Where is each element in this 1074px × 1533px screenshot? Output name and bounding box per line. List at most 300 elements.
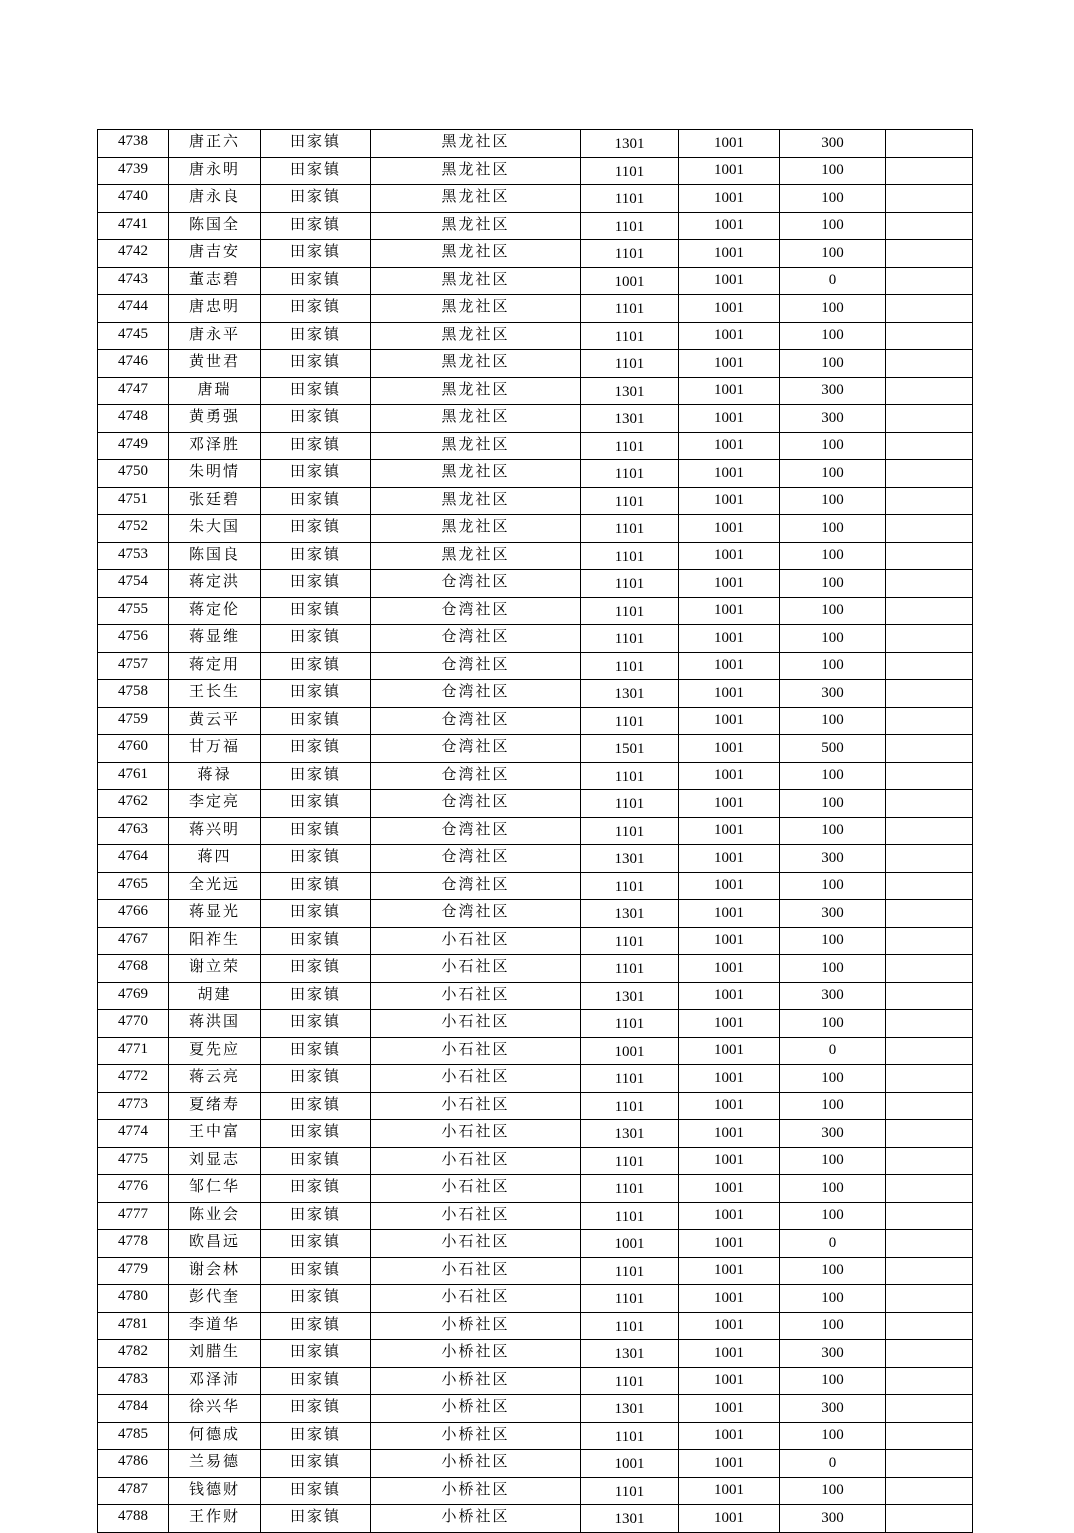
community-cell: 仓湾社区	[371, 762, 581, 790]
note-cell	[886, 625, 973, 653]
code-cell: 1301	[581, 680, 679, 708]
type-cell: 1001	[679, 1202, 780, 1230]
town-cell: 田家镇	[261, 1367, 371, 1395]
community-cell: 小桥社区	[371, 1340, 581, 1368]
amount-cell: 100	[780, 212, 886, 240]
type-cell: 1001	[679, 817, 780, 845]
amount-cell: 100	[780, 542, 886, 570]
type-cell: 1001	[679, 982, 780, 1010]
type-cell: 1001	[679, 1120, 780, 1148]
name-cell: 王长生	[169, 680, 261, 708]
town-cell: 田家镇	[261, 982, 371, 1010]
amount-cell: 300	[780, 982, 886, 1010]
amount-cell: 100	[780, 652, 886, 680]
community-cell: 仓湾社区	[371, 597, 581, 625]
table-row	[98, 625, 973, 653]
community-cell: 黑龙社区	[371, 542, 581, 570]
amount-cell: 100	[780, 1065, 886, 1093]
note-cell	[886, 597, 973, 625]
row-number-cell: 4740	[98, 185, 169, 213]
community-cell: 黑龙社区	[371, 157, 581, 185]
town-cell: 田家镇	[261, 295, 371, 323]
town-cell: 田家镇	[261, 240, 371, 268]
table-row	[98, 1120, 973, 1148]
type-cell: 1001	[679, 570, 780, 598]
amount-cell: 300	[780, 845, 886, 873]
row-number-cell: 4765	[98, 872, 169, 900]
row-number-cell: 4778	[98, 1230, 169, 1258]
code-cell: 1101	[581, 652, 679, 680]
town-cell: 田家镇	[261, 405, 371, 433]
town-cell: 田家镇	[261, 817, 371, 845]
table-row	[98, 322, 973, 350]
type-cell: 1001	[679, 735, 780, 763]
table-row	[98, 212, 973, 240]
name-cell: 蒋显维	[169, 625, 261, 653]
row-number-cell: 4752	[98, 515, 169, 543]
row-number-cell: 4761	[98, 762, 169, 790]
row-number-cell: 4754	[98, 570, 169, 598]
name-cell: 蒋定伦	[169, 597, 261, 625]
note-cell	[886, 240, 973, 268]
row-number-cell: 4743	[98, 267, 169, 295]
town-cell: 田家镇	[261, 570, 371, 598]
amount-cell: 100	[780, 570, 886, 598]
name-cell: 蒋定洪	[169, 570, 261, 598]
code-cell: 1101	[581, 817, 679, 845]
town-cell: 田家镇	[261, 900, 371, 928]
table-row	[98, 1477, 973, 1505]
type-cell: 1001	[679, 652, 780, 680]
town-cell: 田家镇	[261, 652, 371, 680]
community-cell: 黑龙社区	[371, 515, 581, 543]
note-cell	[886, 1312, 973, 1340]
amount-cell: 100	[780, 157, 886, 185]
table-row	[98, 1395, 973, 1423]
amount-cell: 100	[780, 1477, 886, 1505]
note-cell	[886, 1505, 973, 1533]
type-cell: 1001	[679, 680, 780, 708]
table-row	[98, 597, 973, 625]
note-cell	[886, 1340, 973, 1368]
name-cell: 唐瑞	[169, 377, 261, 405]
note-cell	[886, 735, 973, 763]
type-cell: 1001	[679, 460, 780, 488]
row-number-cell: 4779	[98, 1257, 169, 1285]
row-number-cell: 4773	[98, 1092, 169, 1120]
town-cell: 田家镇	[261, 790, 371, 818]
code-cell: 1101	[581, 350, 679, 378]
town-cell: 田家镇	[261, 625, 371, 653]
table-row	[98, 1202, 973, 1230]
row-number-cell: 4784	[98, 1395, 169, 1423]
type-cell: 1001	[679, 900, 780, 928]
row-number-cell: 4766	[98, 900, 169, 928]
amount-cell: 100	[780, 955, 886, 983]
table-row	[98, 157, 973, 185]
note-cell	[886, 1092, 973, 1120]
table-row	[98, 927, 973, 955]
table-row	[98, 185, 973, 213]
community-cell: 小石社区	[371, 1092, 581, 1120]
note-cell	[886, 432, 973, 460]
note-cell	[886, 982, 973, 1010]
code-cell: 1001	[581, 1037, 679, 1065]
name-cell: 蒋云亮	[169, 1065, 261, 1093]
amount-cell: 0	[780, 1037, 886, 1065]
name-cell: 胡建	[169, 982, 261, 1010]
code-cell: 1101	[581, 1367, 679, 1395]
name-cell: 陈国良	[169, 542, 261, 570]
code-cell: 1101	[581, 1065, 679, 1093]
table-row	[98, 515, 973, 543]
community-cell: 黑龙社区	[371, 487, 581, 515]
amount-cell: 100	[780, 1422, 886, 1450]
code-cell: 1101	[581, 487, 679, 515]
code-cell: 1001	[581, 1230, 679, 1258]
name-cell: 邓泽胜	[169, 432, 261, 460]
amount-cell: 100	[780, 322, 886, 350]
table-row	[98, 872, 973, 900]
code-cell: 1301	[581, 130, 679, 158]
type-cell: 1001	[679, 927, 780, 955]
code-cell: 1001	[581, 267, 679, 295]
amount-cell: 100	[780, 185, 886, 213]
row-number-cell: 4760	[98, 735, 169, 763]
table-row	[98, 1230, 973, 1258]
name-cell: 王中富	[169, 1120, 261, 1148]
amount-cell: 100	[780, 872, 886, 900]
type-cell: 1001	[679, 185, 780, 213]
table-row	[98, 1367, 973, 1395]
name-cell: 蒋定用	[169, 652, 261, 680]
type-cell: 1001	[679, 322, 780, 350]
note-cell	[886, 680, 973, 708]
table-row	[98, 1422, 973, 1450]
community-cell: 小石社区	[371, 1285, 581, 1313]
note-cell	[886, 487, 973, 515]
note-cell	[886, 1010, 973, 1038]
type-cell: 1001	[679, 1367, 780, 1395]
type-cell: 1001	[679, 432, 780, 460]
name-cell: 何德成	[169, 1422, 261, 1450]
amount-cell: 300	[780, 405, 886, 433]
town-cell: 田家镇	[261, 185, 371, 213]
note-cell	[886, 900, 973, 928]
table-row	[98, 982, 973, 1010]
note-cell	[886, 817, 973, 845]
row-number-cell: 4745	[98, 322, 169, 350]
town-cell: 田家镇	[261, 432, 371, 460]
name-cell: 唐正六	[169, 130, 261, 158]
town-cell: 田家镇	[261, 1037, 371, 1065]
community-cell: 仓湾社区	[371, 872, 581, 900]
name-cell: 阳祚生	[169, 927, 261, 955]
name-cell: 黄世君	[169, 350, 261, 378]
town-cell: 田家镇	[261, 597, 371, 625]
community-cell: 仓湾社区	[371, 570, 581, 598]
table-row	[98, 1092, 973, 1120]
type-cell: 1001	[679, 405, 780, 433]
code-cell: 1101	[581, 597, 679, 625]
town-cell: 田家镇	[261, 267, 371, 295]
type-cell: 1001	[679, 1450, 780, 1478]
type-cell: 1001	[679, 1477, 780, 1505]
name-cell: 朱大国	[169, 515, 261, 543]
table-row	[98, 900, 973, 928]
town-cell: 田家镇	[261, 487, 371, 515]
community-cell: 黑龙社区	[371, 432, 581, 460]
note-cell	[886, 872, 973, 900]
type-cell: 1001	[679, 1395, 780, 1423]
town-cell: 田家镇	[261, 707, 371, 735]
name-cell: 张廷碧	[169, 487, 261, 515]
row-number-cell: 4749	[98, 432, 169, 460]
type-cell: 1001	[679, 1230, 780, 1258]
table-row	[98, 487, 973, 515]
note-cell	[886, 1065, 973, 1093]
code-cell: 1301	[581, 377, 679, 405]
community-cell: 黑龙社区	[371, 322, 581, 350]
community-cell: 黑龙社区	[371, 377, 581, 405]
name-cell: 钱德财	[169, 1477, 261, 1505]
amount-cell: 300	[780, 1505, 886, 1533]
name-cell: 徐兴华	[169, 1395, 261, 1423]
row-number-cell: 4762	[98, 790, 169, 818]
town-cell: 田家镇	[261, 377, 371, 405]
table-row	[98, 460, 973, 488]
code-cell: 1101	[581, 790, 679, 818]
type-cell: 1001	[679, 790, 780, 818]
name-cell: 刘腊生	[169, 1340, 261, 1368]
community-cell: 黑龙社区	[371, 267, 581, 295]
type-cell: 1001	[679, 762, 780, 790]
table-row	[98, 1147, 973, 1175]
code-cell: 1101	[581, 185, 679, 213]
type-cell: 1001	[679, 1312, 780, 1340]
row-number-cell: 4742	[98, 240, 169, 268]
community-cell: 黑龙社区	[371, 405, 581, 433]
community-cell: 仓湾社区	[371, 845, 581, 873]
town-cell: 田家镇	[261, 955, 371, 983]
type-cell: 1001	[679, 1175, 780, 1203]
name-cell: 全光远	[169, 872, 261, 900]
code-cell: 1301	[581, 845, 679, 873]
amount-cell: 300	[780, 1340, 886, 1368]
town-cell: 田家镇	[261, 515, 371, 543]
document-page	[97, 129, 972, 1533]
community-cell: 仓湾社区	[371, 680, 581, 708]
name-cell: 李定亮	[169, 790, 261, 818]
note-cell	[886, 570, 973, 598]
table-row	[98, 790, 973, 818]
row-number-cell: 4748	[98, 405, 169, 433]
code-cell: 1101	[581, 1175, 679, 1203]
type-cell: 1001	[679, 1505, 780, 1533]
row-number-cell: 4780	[98, 1285, 169, 1313]
amount-cell: 100	[780, 1257, 886, 1285]
amount-cell: 300	[780, 1120, 886, 1148]
row-number-cell: 4763	[98, 817, 169, 845]
amount-cell: 100	[780, 790, 886, 818]
code-cell: 1301	[581, 1395, 679, 1423]
community-cell: 小石社区	[371, 1120, 581, 1148]
town-cell: 田家镇	[261, 1175, 371, 1203]
code-cell: 1101	[581, 872, 679, 900]
town-cell: 田家镇	[261, 1505, 371, 1533]
table-row	[98, 845, 973, 873]
type-cell: 1001	[679, 542, 780, 570]
name-cell: 彭代奎	[169, 1285, 261, 1313]
amount-cell: 100	[780, 240, 886, 268]
amount-cell: 100	[780, 460, 886, 488]
code-cell: 1301	[581, 1505, 679, 1533]
row-number-cell: 4738	[98, 130, 169, 158]
table-row	[98, 735, 973, 763]
note-cell	[886, 460, 973, 488]
town-cell: 田家镇	[261, 1477, 371, 1505]
note-cell	[886, 542, 973, 570]
town-cell: 田家镇	[261, 1147, 371, 1175]
community-cell: 小桥社区	[371, 1477, 581, 1505]
community-cell: 小石社区	[371, 1147, 581, 1175]
type-cell: 1001	[679, 295, 780, 323]
table-row	[98, 1450, 973, 1478]
note-cell	[886, 405, 973, 433]
town-cell: 田家镇	[261, 845, 371, 873]
community-cell: 小石社区	[371, 982, 581, 1010]
name-cell: 蒋显光	[169, 900, 261, 928]
code-cell: 1101	[581, 542, 679, 570]
table-row	[98, 1037, 973, 1065]
community-cell: 仓湾社区	[371, 652, 581, 680]
note-cell	[886, 1175, 973, 1203]
note-cell	[886, 707, 973, 735]
type-cell: 1001	[679, 1147, 780, 1175]
town-cell: 田家镇	[261, 1450, 371, 1478]
code-cell: 1101	[581, 157, 679, 185]
amount-cell: 100	[780, 487, 886, 515]
code-cell: 1101	[581, 1477, 679, 1505]
row-number-cell: 4772	[98, 1065, 169, 1093]
row-number-cell: 4777	[98, 1202, 169, 1230]
code-cell: 1101	[581, 1010, 679, 1038]
note-cell	[886, 1367, 973, 1395]
town-cell: 田家镇	[261, 350, 371, 378]
row-number-cell: 4750	[98, 460, 169, 488]
type-cell: 1001	[679, 267, 780, 295]
type-cell: 1001	[679, 1010, 780, 1038]
amount-cell: 300	[780, 130, 886, 158]
table-row	[98, 680, 973, 708]
amount-cell: 300	[780, 1395, 886, 1423]
note-cell	[886, 185, 973, 213]
code-cell: 1301	[581, 982, 679, 1010]
row-number-cell: 4786	[98, 1450, 169, 1478]
row-number-cell: 4785	[98, 1422, 169, 1450]
code-cell: 1301	[581, 405, 679, 433]
table-row	[98, 240, 973, 268]
note-cell	[886, 955, 973, 983]
code-cell: 1101	[581, 515, 679, 543]
code-cell: 1301	[581, 1120, 679, 1148]
code-cell: 1101	[581, 955, 679, 983]
name-cell: 谢会林	[169, 1257, 261, 1285]
row-number-cell: 4787	[98, 1477, 169, 1505]
community-cell: 小桥社区	[371, 1505, 581, 1533]
type-cell: 1001	[679, 1065, 780, 1093]
note-cell	[886, 1395, 973, 1423]
code-cell: 1101	[581, 570, 679, 598]
table-row	[98, 1505, 973, 1533]
town-cell: 田家镇	[261, 927, 371, 955]
name-cell: 黄云平	[169, 707, 261, 735]
code-cell: 1101	[581, 1422, 679, 1450]
table-row	[98, 432, 973, 460]
town-cell: 田家镇	[261, 1092, 371, 1120]
row-number-cell: 4769	[98, 982, 169, 1010]
name-cell: 欧昌远	[169, 1230, 261, 1258]
amount-cell: 500	[780, 735, 886, 763]
name-cell: 谢立荣	[169, 955, 261, 983]
amount-cell: 100	[780, 295, 886, 323]
community-cell: 小石社区	[371, 1202, 581, 1230]
table-row	[98, 817, 973, 845]
name-cell: 蒋洪国	[169, 1010, 261, 1038]
name-cell: 王作财	[169, 1505, 261, 1533]
name-cell: 蒋四	[169, 845, 261, 873]
code-cell: 1101	[581, 762, 679, 790]
town-cell: 田家镇	[261, 1065, 371, 1093]
town-cell: 田家镇	[261, 872, 371, 900]
type-cell: 1001	[679, 515, 780, 543]
note-cell	[886, 377, 973, 405]
type-cell: 1001	[679, 1340, 780, 1368]
note-cell	[886, 1202, 973, 1230]
community-cell: 仓湾社区	[371, 735, 581, 763]
table-row	[98, 377, 973, 405]
code-cell: 1101	[581, 240, 679, 268]
note-cell	[886, 762, 973, 790]
table-row	[98, 130, 973, 158]
note-cell	[886, 322, 973, 350]
type-cell: 1001	[679, 845, 780, 873]
row-number-cell: 4782	[98, 1340, 169, 1368]
row-number-cell: 4753	[98, 542, 169, 570]
row-number-cell: 4739	[98, 157, 169, 185]
row-number-cell: 4747	[98, 377, 169, 405]
name-cell: 蒋兴明	[169, 817, 261, 845]
amount-cell: 300	[780, 377, 886, 405]
row-number-cell: 4774	[98, 1120, 169, 1148]
community-cell: 黑龙社区	[371, 460, 581, 488]
row-number-cell: 4776	[98, 1175, 169, 1203]
town-cell: 田家镇	[261, 460, 371, 488]
table-row	[98, 762, 973, 790]
row-number-cell: 4788	[98, 1505, 169, 1533]
amount-cell: 0	[780, 1450, 886, 1478]
table-row	[98, 1312, 973, 1340]
type-cell: 1001	[679, 707, 780, 735]
amount-cell: 100	[780, 1175, 886, 1203]
table-row	[98, 707, 973, 735]
code-cell: 1101	[581, 1147, 679, 1175]
town-cell: 田家镇	[261, 1202, 371, 1230]
town-cell: 田家镇	[261, 1010, 371, 1038]
name-cell: 唐永良	[169, 185, 261, 213]
code-cell: 1101	[581, 1092, 679, 1120]
code-cell: 1301	[581, 1340, 679, 1368]
